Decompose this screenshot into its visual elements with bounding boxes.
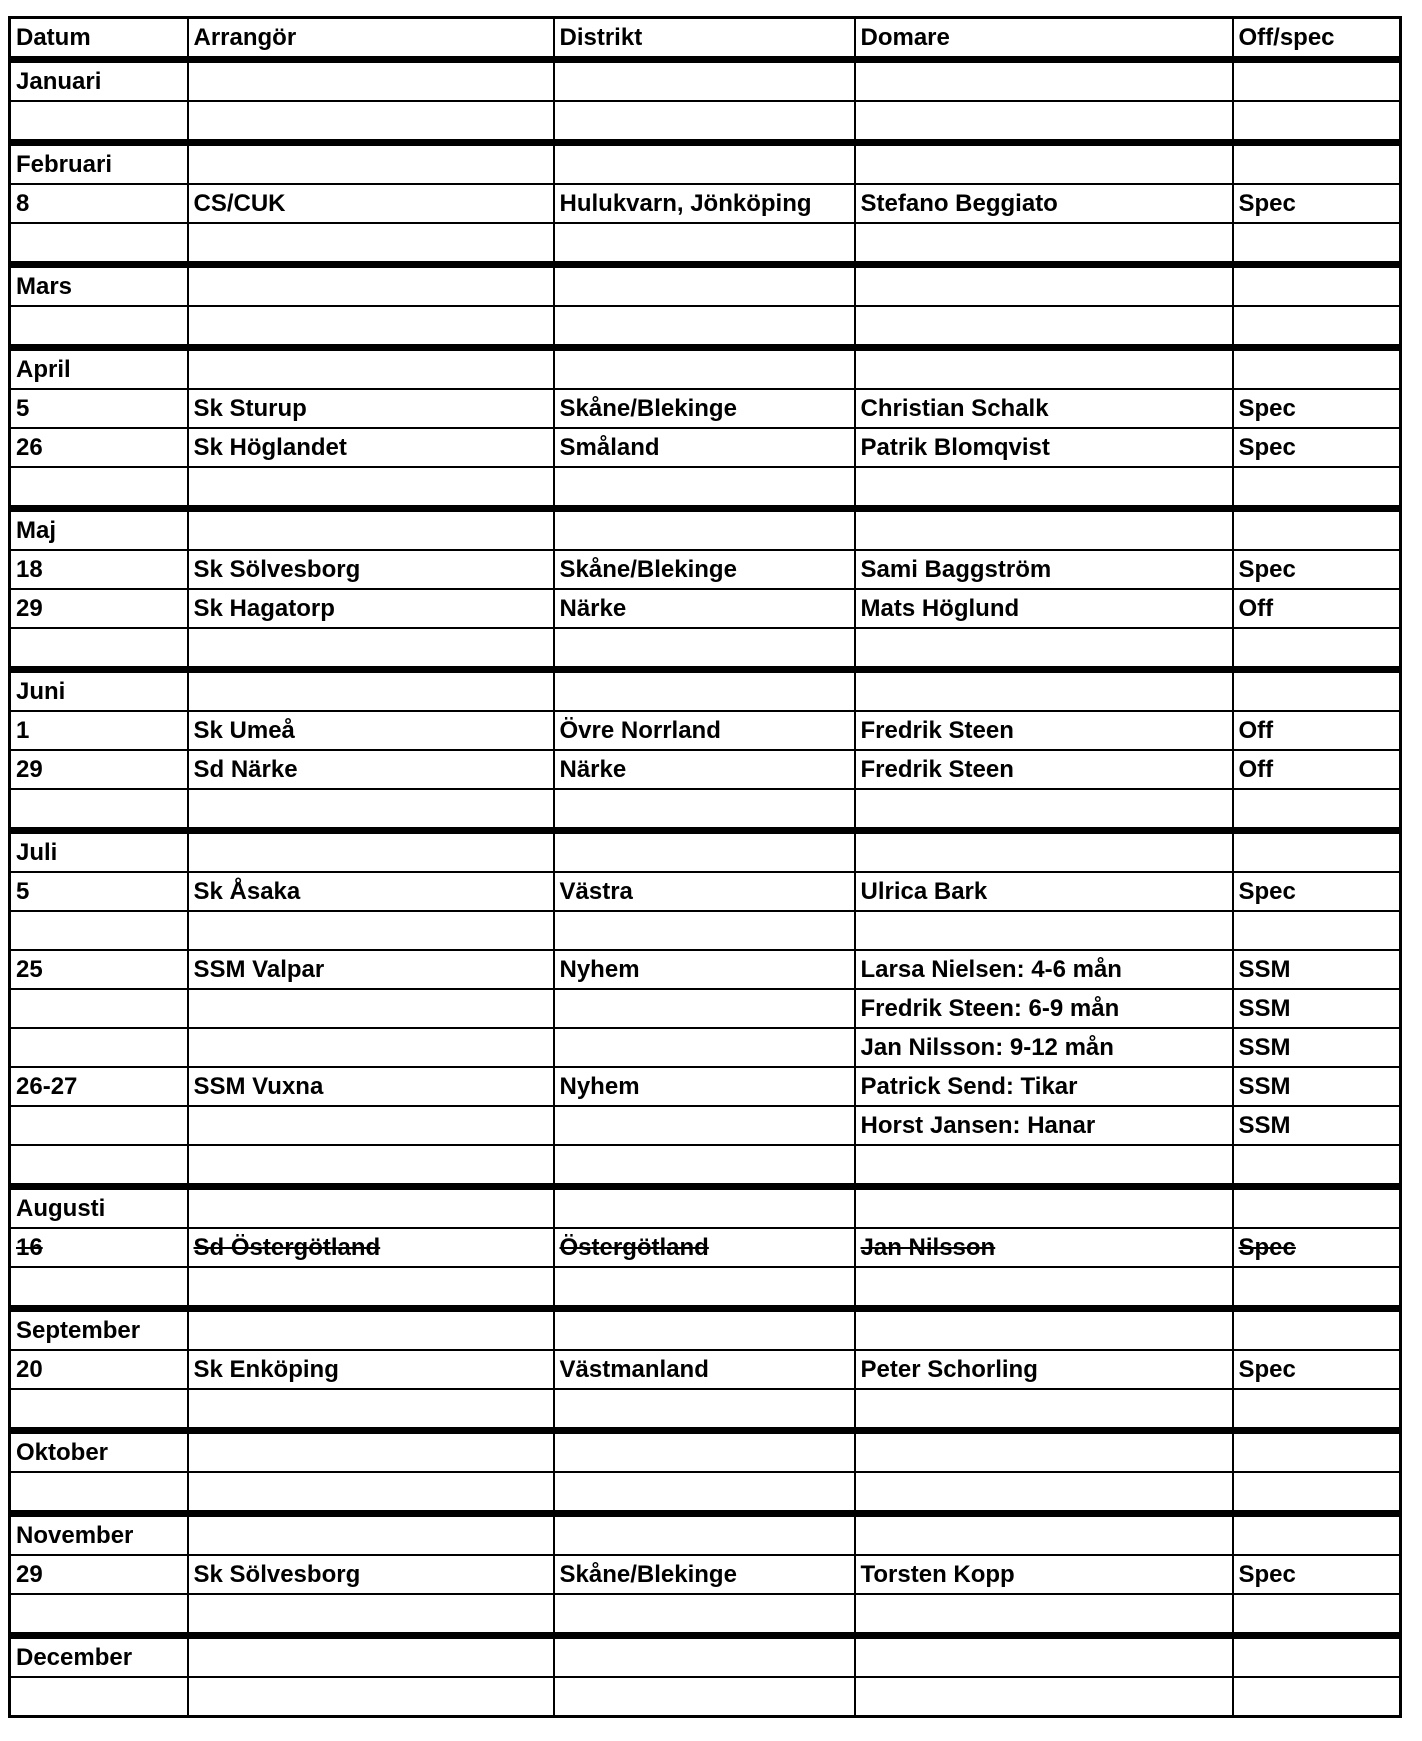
datum-cell <box>10 911 188 950</box>
arrangor-cell <box>188 1106 554 1145</box>
domare-cell: Jan Nilsson <box>855 1228 1233 1267</box>
datum-cell <box>10 306 188 348</box>
datum-cell: Augusti <box>10 1187 188 1229</box>
arrangor-cell <box>188 1472 554 1514</box>
table-row <box>10 628 1401 670</box>
datum-cell: 25 <box>10 950 188 989</box>
distrikt-cell: Skåne/Blekinge <box>554 550 855 589</box>
off-spec-cell: Spec <box>1233 389 1401 428</box>
arrangor-cell <box>188 509 554 551</box>
arrangor-cell <box>188 101 554 143</box>
datum-cell: September <box>10 1309 188 1351</box>
header-off-spec: Off/spec <box>1233 18 1401 60</box>
off-spec-cell <box>1233 628 1401 670</box>
datum-cell: 26-27 <box>10 1067 188 1106</box>
datum-cell: 29 <box>10 750 188 789</box>
datum-cell: 26 <box>10 428 188 467</box>
table-row <box>10 1431 1401 1473</box>
datum-cell: Februari <box>10 143 188 185</box>
datum-cell: Maj <box>10 509 188 551</box>
off-spec-cell: SSM <box>1233 1106 1401 1145</box>
domare-cell: Torsten Kopp <box>855 1555 1233 1594</box>
datum-cell: 5 <box>10 872 188 911</box>
table-row <box>10 750 1401 789</box>
table-row <box>10 60 1401 102</box>
domare-cell <box>855 628 1233 670</box>
domare-cell <box>855 1677 1233 1717</box>
domare-cell <box>855 348 1233 390</box>
domare-cell: Fredrik Steen <box>855 750 1233 789</box>
domare-cell <box>855 1187 1233 1229</box>
off-spec-cell <box>1233 1267 1401 1309</box>
off-spec-cell <box>1233 60 1401 102</box>
arrangor-cell <box>188 1636 554 1678</box>
domare-cell <box>855 831 1233 873</box>
table-row <box>10 1067 1401 1106</box>
distrikt-cell <box>554 670 855 712</box>
domare-cell: Mats Höglund <box>855 589 1233 628</box>
arrangor-cell <box>188 223 554 265</box>
table-row <box>10 1145 1401 1187</box>
domare-cell: Peter Schorling <box>855 1350 1233 1389</box>
arrangor-cell <box>188 628 554 670</box>
arrangor-cell: Sk Enköping <box>188 1350 554 1389</box>
table-row <box>10 789 1401 831</box>
distrikt-cell: Östergötland <box>554 1228 855 1267</box>
arrangor-cell: CS/CUK <box>188 184 554 223</box>
arrangor-cell: Sd Östergötland <box>188 1228 554 1267</box>
table-row <box>10 1594 1401 1636</box>
datum-cell <box>10 1106 188 1145</box>
arrangor-cell <box>188 1431 554 1473</box>
table-row <box>10 1106 1401 1145</box>
distrikt-cell <box>554 628 855 670</box>
off-spec-cell <box>1233 670 1401 712</box>
off-spec-cell: Off <box>1233 711 1401 750</box>
domare-cell <box>855 265 1233 307</box>
off-spec-cell <box>1233 1389 1401 1431</box>
distrikt-cell <box>554 1106 855 1145</box>
arrangor-cell <box>188 789 554 831</box>
arrangor-cell <box>188 1187 554 1229</box>
distrikt-cell <box>554 223 855 265</box>
off-spec-cell: SSM <box>1233 950 1401 989</box>
domare-cell <box>855 1594 1233 1636</box>
domare-cell <box>855 101 1233 143</box>
table-row <box>10 223 1401 265</box>
table-row <box>10 467 1401 509</box>
datum-cell: Mars <box>10 265 188 307</box>
arrangor-cell <box>188 1594 554 1636</box>
distrikt-cell <box>554 911 855 950</box>
table-row <box>10 989 1401 1028</box>
distrikt-cell: Småland <box>554 428 855 467</box>
arrangor-cell <box>188 1028 554 1067</box>
table-body <box>10 60 1401 1717</box>
arrangor-cell <box>188 1145 554 1187</box>
off-spec-cell <box>1233 101 1401 143</box>
table-row <box>10 1677 1401 1717</box>
table-row <box>10 306 1401 348</box>
off-spec-cell <box>1233 1472 1401 1514</box>
datum-cell <box>10 789 188 831</box>
header-datum: Datum <box>10 18 188 60</box>
arrangor-cell: SSM Valpar <box>188 950 554 989</box>
domare-cell <box>855 1514 1233 1556</box>
off-spec-cell: Spec <box>1233 550 1401 589</box>
event-schedule-table <box>8 16 1402 1718</box>
off-spec-cell: Off <box>1233 750 1401 789</box>
table-row <box>10 184 1401 223</box>
datum-cell <box>10 101 188 143</box>
arrangor-cell <box>188 1389 554 1431</box>
table-row <box>10 1472 1401 1514</box>
arrangor-cell <box>188 467 554 509</box>
domare-cell <box>855 467 1233 509</box>
table-row <box>10 265 1401 307</box>
table-row <box>10 550 1401 589</box>
datum-cell: April <box>10 348 188 390</box>
datum-cell: December <box>10 1636 188 1678</box>
distrikt-cell: Hulukvarn, Jönköping <box>554 184 855 223</box>
datum-cell: 1 <box>10 711 188 750</box>
table-row <box>10 1636 1401 1678</box>
domare-cell: Fredrik Steen <box>855 711 1233 750</box>
distrikt-cell <box>554 1389 855 1431</box>
header-row <box>10 18 1401 60</box>
distrikt-cell <box>554 509 855 551</box>
arrangor-cell <box>188 1267 554 1309</box>
arrangor-cell: Sk Hagatorp <box>188 589 554 628</box>
distrikt-cell <box>554 1636 855 1678</box>
datum-cell: 8 <box>10 184 188 223</box>
off-spec-cell <box>1233 348 1401 390</box>
arrangor-cell <box>188 1309 554 1351</box>
off-spec-cell <box>1233 509 1401 551</box>
arrangor-cell <box>188 306 554 348</box>
distrikt-cell: Västra <box>554 872 855 911</box>
arrangor-cell: Sk Höglandet <box>188 428 554 467</box>
off-spec-cell: SSM <box>1233 1067 1401 1106</box>
off-spec-cell: Spec <box>1233 1350 1401 1389</box>
distrikt-cell <box>554 1267 855 1309</box>
off-spec-cell <box>1233 265 1401 307</box>
datum-cell: Juni <box>10 670 188 712</box>
table-row <box>10 1555 1401 1594</box>
off-spec-cell <box>1233 143 1401 185</box>
arrangor-cell: Sd Närke <box>188 750 554 789</box>
datum-cell: Juli <box>10 831 188 873</box>
domare-cell <box>855 789 1233 831</box>
table-row <box>10 348 1401 390</box>
arrangor-cell <box>188 670 554 712</box>
off-spec-cell: Spec <box>1233 428 1401 467</box>
table-row <box>10 1309 1401 1351</box>
table-row <box>10 1267 1401 1309</box>
domare-cell: Larsa Nielsen: 4-6 mån <box>855 950 1233 989</box>
table-row <box>10 389 1401 428</box>
distrikt-cell <box>554 101 855 143</box>
table-row <box>10 911 1401 950</box>
table-row <box>10 101 1401 143</box>
distrikt-cell <box>554 60 855 102</box>
off-spec-cell: Spec <box>1233 872 1401 911</box>
datum-cell <box>10 1145 188 1187</box>
off-spec-cell: Spec <box>1233 1555 1401 1594</box>
distrikt-cell: Skåne/Blekinge <box>554 389 855 428</box>
table-row <box>10 872 1401 911</box>
arrangor-cell <box>188 265 554 307</box>
distrikt-cell <box>554 1594 855 1636</box>
table-row <box>10 831 1401 873</box>
domare-cell <box>855 509 1233 551</box>
distrikt-cell <box>554 1309 855 1351</box>
distrikt-cell: Nyhem <box>554 950 855 989</box>
off-spec-cell <box>1233 1145 1401 1187</box>
off-spec-cell <box>1233 1187 1401 1229</box>
distrikt-cell: Skåne/Blekinge <box>554 1555 855 1594</box>
datum-cell <box>10 1677 188 1717</box>
table-row <box>10 950 1401 989</box>
distrikt-cell <box>554 348 855 390</box>
arrangor-cell <box>188 1514 554 1556</box>
table-row <box>10 509 1401 551</box>
domare-cell: Patrik Blomqvist <box>855 428 1233 467</box>
table-row <box>10 1187 1401 1229</box>
table-row <box>10 670 1401 712</box>
header-distrikt: Distrikt <box>554 18 855 60</box>
domare-cell <box>855 911 1233 950</box>
table-row <box>10 711 1401 750</box>
domare-cell <box>855 60 1233 102</box>
off-spec-cell: Off <box>1233 589 1401 628</box>
domare-cell: Sami Baggström <box>855 550 1233 589</box>
domare-cell <box>855 1267 1233 1309</box>
domare-cell: Christian Schalk <box>855 389 1233 428</box>
off-spec-cell <box>1233 1594 1401 1636</box>
distrikt-cell <box>554 1028 855 1067</box>
arrangor-cell: Sk Åsaka <box>188 872 554 911</box>
arrangor-cell <box>188 1677 554 1717</box>
distrikt-cell <box>554 265 855 307</box>
distrikt-cell <box>554 1187 855 1229</box>
distrikt-cell <box>554 143 855 185</box>
off-spec-cell: SSM <box>1233 1028 1401 1067</box>
table-row <box>10 1389 1401 1431</box>
off-spec-cell <box>1233 223 1401 265</box>
header-arrangor: Arrangör <box>188 18 554 60</box>
distrikt-cell <box>554 1514 855 1556</box>
distrikt-cell <box>554 789 855 831</box>
datum-cell: 16 <box>10 1228 188 1267</box>
distrikt-cell: Nyhem <box>554 1067 855 1106</box>
distrikt-cell <box>554 1145 855 1187</box>
distrikt-cell: Västmanland <box>554 1350 855 1389</box>
arrangor-cell <box>188 60 554 102</box>
domare-cell <box>855 1636 1233 1678</box>
off-spec-cell <box>1233 1636 1401 1678</box>
datum-cell <box>10 467 188 509</box>
off-spec-cell: Spec <box>1233 184 1401 223</box>
table-row <box>10 589 1401 628</box>
domare-cell <box>855 223 1233 265</box>
domare-cell: Horst Jansen: Hanar <box>855 1106 1233 1145</box>
arrangor-cell: SSM Vuxna <box>188 1067 554 1106</box>
off-spec-cell <box>1233 1309 1401 1351</box>
table-row <box>10 143 1401 185</box>
distrikt-cell <box>554 467 855 509</box>
arrangor-cell <box>188 831 554 873</box>
domare-cell: Stefano Beggiato <box>855 184 1233 223</box>
arrangor-cell <box>188 989 554 1028</box>
off-spec-cell <box>1233 789 1401 831</box>
distrikt-cell: Övre Norrland <box>554 711 855 750</box>
datum-cell <box>10 1028 188 1067</box>
distrikt-cell <box>554 1677 855 1717</box>
off-spec-cell: SSM <box>1233 989 1401 1028</box>
arrangor-cell: Sk Sölvesborg <box>188 1555 554 1594</box>
domare-cell: Fredrik Steen: 6-9 mån <box>855 989 1233 1028</box>
arrangor-cell: Sk Sturup <box>188 389 554 428</box>
table-row <box>10 1228 1401 1267</box>
distrikt-cell: Närke <box>554 589 855 628</box>
header-domare: Domare <box>855 18 1233 60</box>
off-spec-cell <box>1233 1431 1401 1473</box>
distrikt-cell <box>554 989 855 1028</box>
datum-cell: 20 <box>10 1350 188 1389</box>
datum-cell: Januari <box>10 60 188 102</box>
distrikt-cell <box>554 1472 855 1514</box>
arrangor-cell <box>188 911 554 950</box>
off-spec-cell <box>1233 831 1401 873</box>
table-row <box>10 428 1401 467</box>
datum-cell <box>10 1267 188 1309</box>
domare-cell: Ulrica Bark <box>855 872 1233 911</box>
domare-cell <box>855 1389 1233 1431</box>
off-spec-cell <box>1233 1514 1401 1556</box>
domare-cell <box>855 1145 1233 1187</box>
off-spec-cell <box>1233 306 1401 348</box>
arrangor-cell: Sk Umeå <box>188 711 554 750</box>
off-spec-cell: Spec <box>1233 1228 1401 1267</box>
arrangor-cell <box>188 348 554 390</box>
distrikt-cell <box>554 1431 855 1473</box>
datum-cell: November <box>10 1514 188 1556</box>
arrangor-cell: Sk Sölvesborg <box>188 550 554 589</box>
datum-cell <box>10 1594 188 1636</box>
domare-cell <box>855 1472 1233 1514</box>
datum-cell <box>10 223 188 265</box>
datum-cell: Oktober <box>10 1431 188 1473</box>
datum-cell <box>10 1389 188 1431</box>
off-spec-cell <box>1233 911 1401 950</box>
distrikt-cell: Närke <box>554 750 855 789</box>
datum-cell <box>10 989 188 1028</box>
domare-cell <box>855 143 1233 185</box>
datum-cell: 18 <box>10 550 188 589</box>
datum-cell <box>10 1472 188 1514</box>
domare-cell <box>855 670 1233 712</box>
domare-cell <box>855 1309 1233 1351</box>
table-row <box>10 1514 1401 1556</box>
off-spec-cell <box>1233 1677 1401 1717</box>
table-row <box>10 1350 1401 1389</box>
domare-cell <box>855 306 1233 348</box>
datum-cell: 5 <box>10 389 188 428</box>
off-spec-cell <box>1233 467 1401 509</box>
datum-cell: 29 <box>10 589 188 628</box>
distrikt-cell <box>554 306 855 348</box>
table-row <box>10 1028 1401 1067</box>
datum-cell: 29 <box>10 1555 188 1594</box>
domare-cell <box>855 1431 1233 1473</box>
domare-cell: Patrick Send: Tikar <box>855 1067 1233 1106</box>
domare-cell: Jan Nilsson: 9-12 mån <box>855 1028 1233 1067</box>
arrangor-cell <box>188 143 554 185</box>
distrikt-cell <box>554 831 855 873</box>
datum-cell <box>10 628 188 670</box>
